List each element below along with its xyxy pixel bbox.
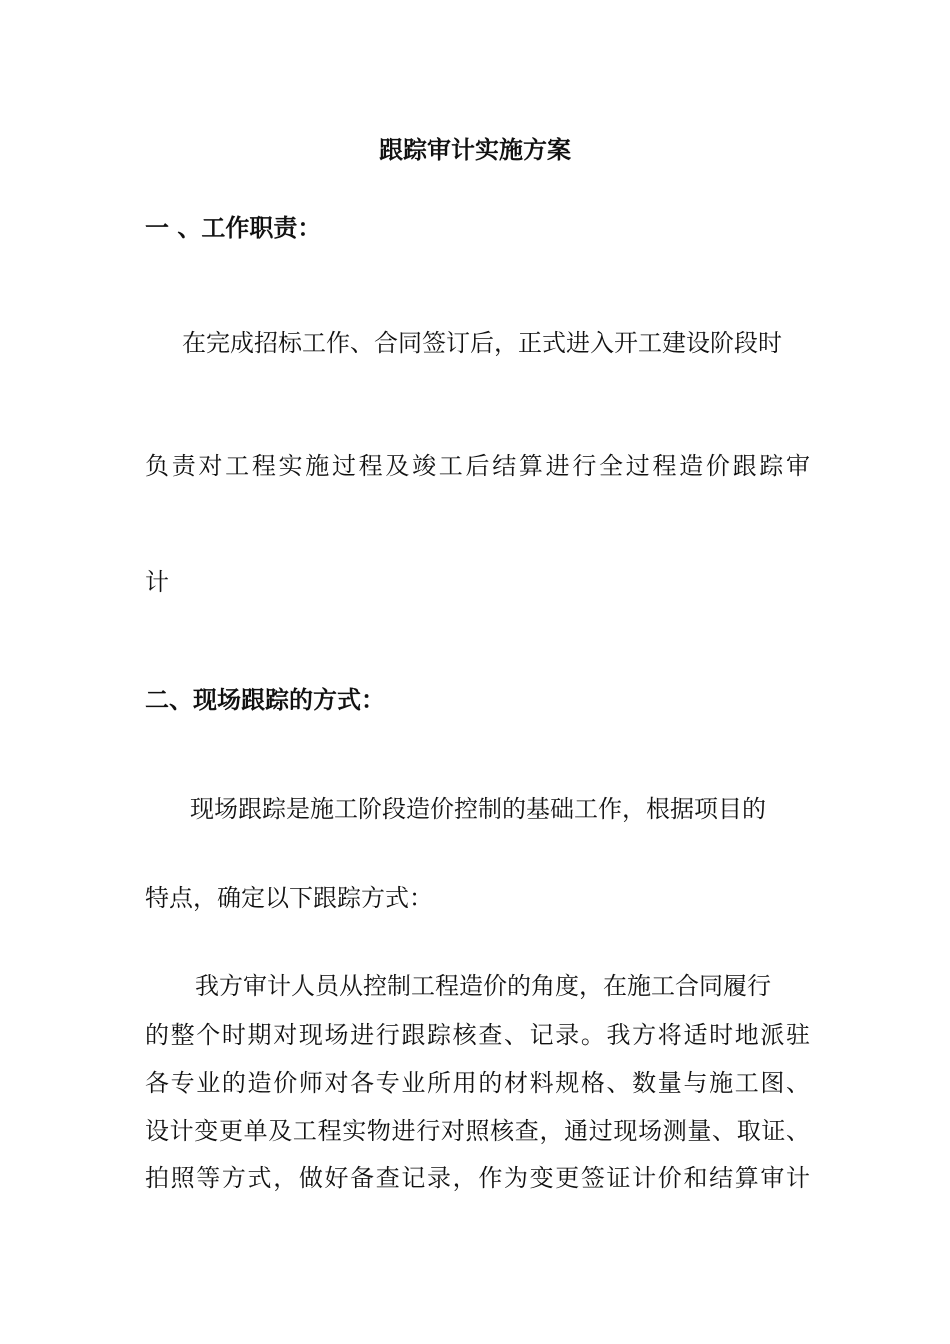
section-2-heading: 二、现场跟踪的方式：	[145, 685, 385, 714]
document-title: 跟踪审计实施方案	[379, 135, 571, 164]
section-2-para-1-line-1: 现场跟踪是施工阶段造价控制的基础工作，根据项目的	[190, 795, 766, 823]
section-2-para-2-line-5: 拍照等方式，做好备查记录，作为变更签证计价和结算审计	[145, 1164, 810, 1192]
section-2-para-2-line-2: 的整个时期对现场进行跟踪核查、记录。我方将适时地派驻	[145, 1021, 810, 1049]
section-1-line-3: 计	[145, 568, 169, 596]
section-1-line-2: 负责对工程实施过程及竣工后结算进行全过程造价跟踪审	[145, 452, 810, 480]
section-1-heading: 一 、工作职责：	[145, 213, 322, 242]
section-2-para-1-line-2: 特点，确定以下跟踪方式：	[145, 884, 433, 912]
section-2-para-2-line-4: 设计变更单及工程实物进行对照核查，通过现场测量、取证、	[145, 1117, 810, 1145]
section-1-line-1: 在完成招标工作、合同签订后，正式进入开工建设阶段时	[182, 329, 782, 357]
section-2-para-2-line-1: 我方审计人员从控制工程造价的角度，在施工合同履行	[195, 972, 771, 1000]
section-2-para-2-line-3: 各专业的造价师对各专业所用的材料规格、数量与施工图、	[145, 1069, 810, 1097]
